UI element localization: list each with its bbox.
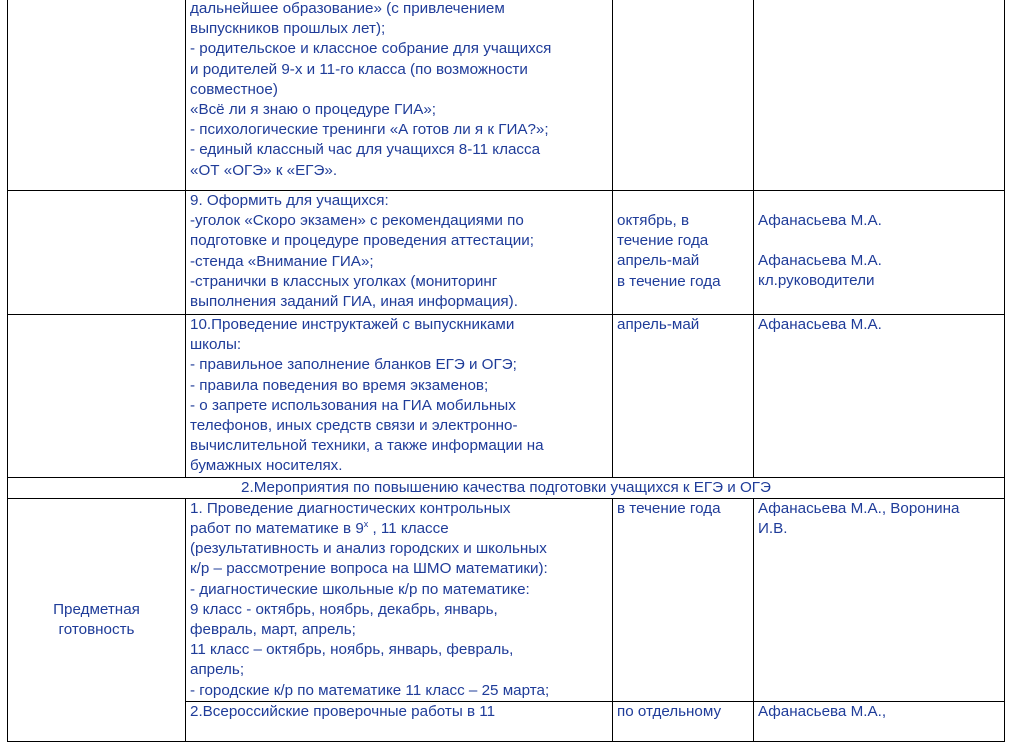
activity-line: «ОТ «ОГЭ» к «ЕГЭ». bbox=[190, 161, 338, 179]
deadline-cell bbox=[613, 701, 754, 741]
activity-line: -стенда «Внимание ГИА»; bbox=[190, 252, 374, 270]
activity-line: 10.Проведение инструктажей с выпускниками bbox=[190, 316, 515, 333]
responsible-line: Афанасьева М.А., Воронина bbox=[758, 499, 960, 517]
activity-line: выпускников прошлых лет); bbox=[190, 20, 386, 38]
responsible-line: Афанасьева М.А. bbox=[758, 316, 882, 333]
activity-line-superscript: работ по математике в $9^х$ , 11 классе bbox=[190, 518, 449, 538]
responsible-line: Афанасьева М.А. bbox=[758, 252, 882, 270]
deadline-line: октябрь, в bbox=[617, 212, 690, 229]
responsible-cell bbox=[754, 498, 1005, 701]
activity-line: - психологические тренинги «А готов ли я к ГИА?»; bbox=[190, 121, 549, 139]
responsible-line: И.В. bbox=[758, 520, 788, 538]
category-line: Предметная bbox=[53, 600, 140, 618]
activity-cell bbox=[186, 191, 613, 315]
activity-line: - диагностические школьные к/р по математике: bbox=[190, 580, 530, 598]
activity-line: школы: bbox=[190, 336, 242, 354]
activity-line: совместное) bbox=[190, 80, 278, 98]
activity-line: «Всё ли я знаю о процедуре ГИА»; bbox=[190, 101, 437, 119]
activity-line: к/р – рассмотрение вопроса на ШМО математики): bbox=[190, 560, 548, 578]
activity-line: 11 класс – октябрь, ноябрь, январь, февраль, bbox=[190, 641, 514, 659]
activity-line: 9. Оформить для учащихся: bbox=[190, 192, 389, 209]
category-line: готовность bbox=[58, 620, 135, 638]
table-row bbox=[8, 191, 1005, 315]
deadline-line: апрель-май bbox=[617, 252, 700, 270]
activity-cell bbox=[186, 701, 613, 741]
activity-line: 9 класс - октябрь, ноябрь, декабрь, январь, bbox=[190, 600, 498, 618]
deadline-cell bbox=[613, 191, 754, 315]
activity-line: и родителей 9-х и 11-го класса (по возможности bbox=[190, 60, 528, 78]
responsible-cell bbox=[754, 0, 1005, 191]
deadline-cell bbox=[613, 315, 754, 478]
activity-line: - о запрете использования на ГИА мобильных bbox=[190, 396, 516, 414]
superscript: х bbox=[363, 518, 369, 529]
activity-line: -уголок «Скоро экзамен» с рекомендациями по bbox=[190, 212, 524, 230]
activity-cell bbox=[186, 498, 613, 701]
activity-cell bbox=[186, 315, 613, 478]
responsible-cell bbox=[754, 191, 1005, 315]
deadline-line: в течение года bbox=[617, 272, 721, 290]
activity-line: февраль, март, апрель; bbox=[190, 621, 356, 639]
activity-line: -странички в классных уголках (мониторинг bbox=[190, 272, 498, 290]
responsible-line: Афанасьева М.А. bbox=[758, 212, 882, 229]
category-cell-empty bbox=[8, 0, 186, 191]
activity-line: - правильное заполнение бланков ЕГЭ и ОГЭ; bbox=[190, 356, 517, 374]
table-row bbox=[8, 498, 1005, 701]
activity-line: - родительское и классное собрание для учащихся bbox=[190, 40, 552, 58]
activity-line: вычислительной техники, а также информации на bbox=[190, 437, 544, 455]
responsible-cell bbox=[754, 701, 1005, 741]
activity-line: выполнения заданий ГИА, иная информация). bbox=[190, 293, 518, 311]
activity-line: дальнейшее образование» (с привлечением bbox=[190, 0, 505, 17]
deadline-cell bbox=[613, 498, 754, 701]
activity-line: (результативность и анализ городских и школьных bbox=[190, 540, 547, 558]
table-row bbox=[8, 0, 1005, 191]
responsible-line: кл.руководители bbox=[758, 272, 875, 290]
category-cell-empty bbox=[8, 191, 186, 315]
deadline-line: по отдельному bbox=[617, 702, 722, 720]
activity-line: апрель; bbox=[190, 661, 245, 679]
section-header-row bbox=[8, 477, 1005, 498]
deadline-cell bbox=[613, 0, 754, 191]
responsible-cell bbox=[754, 315, 1005, 478]
activity-cell bbox=[186, 0, 613, 191]
category-cell bbox=[8, 498, 186, 741]
deadline-line: апрель-май bbox=[617, 316, 700, 333]
activity-line: - правила поведения во время экзаменов; bbox=[190, 376, 489, 394]
plan-table bbox=[7, 0, 1005, 742]
activity-line: бумажных носителях. bbox=[190, 457, 343, 475]
category-cell-empty bbox=[8, 315, 186, 478]
deadline-line: течение года bbox=[617, 232, 709, 250]
section-title: 2.Мероприятия по повышению качества подготовки учащихся к ЕГЭ и ОГЭ bbox=[8, 477, 1005, 498]
activity-line: подготовке и процедуре проведения аттестации; bbox=[190, 232, 534, 250]
activity-line: - единый классный час для учащихся 8-11 класса bbox=[190, 141, 541, 159]
activity-line: - городские к/р по математике 11 класс – 25 марта; bbox=[190, 681, 550, 699]
activity-line: 1. Проведение диагностических контрольных bbox=[190, 499, 511, 517]
activity-line: телефонов, иных средств связи и электронно- bbox=[190, 417, 518, 435]
deadline-line: в течение года bbox=[617, 499, 721, 517]
activity-line: 2.Всероссийские проверочные работы в 11 bbox=[190, 702, 496, 720]
table-row bbox=[8, 315, 1005, 478]
responsible-line: Афанасьева М.А., bbox=[758, 702, 887, 720]
